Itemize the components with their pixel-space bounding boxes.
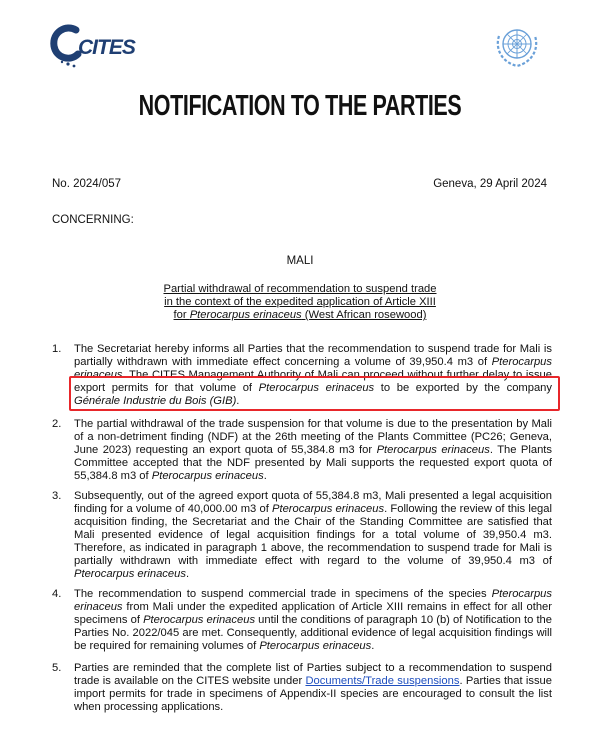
paragraph-text-part: Parties are reminded that the complete list of Parties subject to a recommendation to suspend trade is available on the CITES website under: [74, 662, 552, 687]
species-name: Pterocarpus erinaceus: [259, 640, 372, 652]
subject-heading: [100, 283, 500, 322]
species-name: Pterocarpus erinaceus: [272, 503, 385, 515]
paragraph-number: 3.: [52, 490, 62, 502]
paragraph-text: [74, 662, 552, 714]
subject-species: Pterocarpus erinaceus: [189, 309, 302, 321]
paragraph-text-part: .: [185, 568, 190, 580]
paragraph-text-part: The recommendation to suspend commercial trade in specimens of the species: [74, 588, 492, 600]
cites-logo: [48, 22, 138, 70]
species-name: Pterocarpus erinaceus: [74, 356, 552, 381]
company-name: Générale Industrie du Bois (GIB): [74, 395, 237, 407]
trade-suspensions-link[interactable]: Documents/Trade suspensions: [305, 675, 460, 687]
paragraph-number: 2.: [52, 418, 62, 430]
paragraph-text-part: . Following the review of this legal acquisition finding, the Secretariat and the Chair of the Standing Committee are satisfied that Mali presented evidence of legal acquisition findings for a total volume of 39,950.4 m3. Therefore, as indicated in paragraph 1 above, the recommendation to suspend trade for Mali is partially withdrawn with immediate effect with regard to the volume of 39,950.4 m3 of: [74, 503, 552, 567]
paragraph-text-part: . Parties that issue import permits for trade in specimens of Appendix-II species are encouraged to consult the list when processing applications.: [74, 675, 552, 713]
paragraph-text: [74, 418, 552, 483]
paragraph-text-part: .: [263, 470, 267, 482]
highlight-box: [69, 376, 560, 411]
subject-line-3: [100, 309, 500, 322]
concerning-label: CONCERNING:: [52, 214, 134, 226]
species-name: Pterocarpus erinaceus: [143, 614, 256, 626]
paragraph-text-part: .: [371, 640, 375, 652]
paragraph-text-part: . The Plants Committee accepted that the NDF presented by Mali supports the requested export quota of 55,384.8 m3 of: [74, 444, 553, 482]
un-emblem-icon: [493, 22, 541, 70]
species-name: Pterocarpus erinaceus: [74, 588, 552, 613]
species-name: Pterocarpus erinaceus: [74, 568, 186, 580]
paragraph-text-part: The partial withdrawal of the trade suspension for that volume is due to the presentation by Mali of a non-detriment finding (NDF) at the 26th meeting of the Plants Committee (PC26; Geneva, June 2023) requesting an export quota of 55,384.8 m3 for: [74, 418, 552, 456]
paragraph-number: 1.: [52, 343, 62, 355]
subject-line-1: Partial withdrawal of recommendation to suspend trade: [163, 283, 437, 295]
paragraph-text: [74, 490, 552, 581]
paragraph-number: 5.: [52, 662, 62, 674]
country-heading: MALI: [286, 255, 314, 267]
notification-number: No. 2024/057: [52, 178, 122, 190]
paragraph-text-part: until the conditions of paragraph 10 (b) of Notification to the Parties No. 2022/045 are met. Consequently, additional evidence of legal acquisition findings will be required for remaining volumes of: [74, 614, 552, 652]
subject-line-2: in the context of the expedited application of Article XIII: [164, 296, 436, 308]
paragraph-number: 4.: [52, 588, 62, 600]
paragraph-text: [74, 588, 552, 653]
paragraph-text-part: The Secretariat hereby informs all Parties that the recommendation to suspend trade for Mali is partially withdrawn with immediate effect concerning a volume of 39,950.4 m3 of: [74, 343, 552, 368]
species-name: Pterocarpus erinaceus: [376, 444, 490, 456]
paragraph-text-part: . The CITES Management Authority of Mali can proceed without further delay to issue export permits for that volume of: [74, 369, 552, 394]
page-title: NOTIFICATION TO THE PARTIES: [138, 90, 462, 122]
species-name: Pterocarpus erinaceus: [258, 382, 375, 394]
paragraph-text-part: from Mali under the expedited application of Article XIII remains in effect for all other specimens of: [74, 601, 552, 626]
subject-line-3-pre: for: [173, 309, 190, 321]
subject-line-3-post: (West African rosewood): [301, 309, 427, 321]
species-name: Pterocarpus erinaceus: [151, 470, 264, 482]
place-date: Geneva, 29 April 2024: [433, 178, 547, 190]
paragraph-text-part: to be exported by the company: [374, 382, 553, 394]
paragraph-text-part: Subsequently, out of the agreed export quota of 55,384.8 m3, Mali presented a legal acquisition finding for a volume of 40,000.00 m3 of: [74, 490, 552, 515]
cites-logo-text: CITES: [78, 36, 135, 59]
paragraph-text-part: .: [236, 395, 240, 407]
